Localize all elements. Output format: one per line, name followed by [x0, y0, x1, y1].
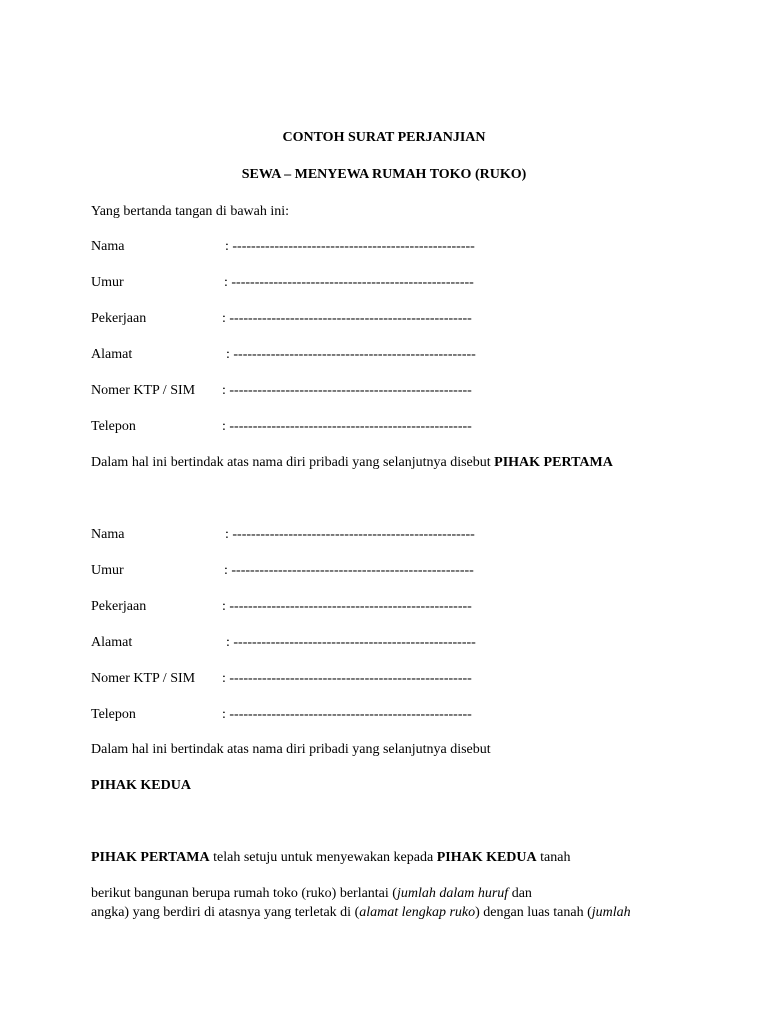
party2-field-label-age: Umur: [91, 563, 124, 578]
intro-text: Yang bertanda tangan di bawah ini:: [91, 204, 290, 219]
agreement-line-1: PIHAK PERTAMA telah setuju untuk menyewakan kepada PIHAK KEDUA tanah: [91, 850, 571, 865]
document-subtitle: SEWA – MENYEWA RUMAH TOKO (RUKO): [241, 167, 527, 182]
party1-field-label-address: Alamat: [91, 347, 133, 362]
agreement-line-2: berikut bangunan berupa rumah toko (ruko) berlantai (jumlah dalam huruf dan: [91, 886, 532, 901]
party2-field-label-address: Alamat: [91, 635, 133, 650]
party1-field-value-id: : ----------------------------------------------------: [222, 383, 472, 398]
party1-field-value-age: : ----------------------------------------------------: [224, 275, 474, 290]
party2-field-value-age: : ----------------------------------------------------: [224, 563, 474, 578]
party1-field-value-address: : ----------------------------------------------------: [226, 347, 476, 362]
party2-field-label-name: Nama: [91, 527, 125, 542]
party1-field-label-phone: Telepon: [91, 419, 136, 434]
party1-field-value-job: : ----------------------------------------------------: [222, 311, 472, 326]
document-title: CONTOH SURAT PERJANJIAN: [282, 130, 486, 145]
party2-field-label-job: Pekerjaan: [91, 599, 147, 614]
party2-label: PIHAK KEDUA: [91, 778, 191, 793]
party1-field-label-age: Umur: [91, 275, 124, 290]
party1-field-value-name: : ----------------------------------------------------: [225, 239, 475, 254]
party2-field-value-phone: : ----------------------------------------------------: [222, 707, 472, 722]
party1-label: PIHAK PERTAMA: [494, 455, 613, 470]
party1-field-label-job: Pekerjaan: [91, 311, 147, 326]
party2-field-value-name: : ----------------------------------------------------: [225, 527, 475, 542]
agreement-line-3: angka) yang berdiri di atasnya yang terletak di (alamat lengkap ruko) dengan luas tanah (jumlah: [91, 905, 631, 920]
party1-field-label-id: Nomer KTP / SIM: [91, 383, 196, 398]
party2-field-label-id: Nomer KTP / SIM: [91, 671, 196, 686]
party2-statement: Dalam hal ini bertindak atas nama diri pribadi yang selanjutnya disebut: [91, 742, 491, 757]
party2-field-label-phone: Telepon: [91, 707, 136, 722]
party1-statement: Dalam hal ini bertindak atas nama diri pribadi yang selanjutnya disebut PIHAK PERTAMA: [91, 455, 613, 470]
party2-field-value-address: : ----------------------------------------------------: [226, 635, 476, 650]
party2-field-value-id: : ----------------------------------------------------: [222, 671, 472, 686]
party1-field-label-name: Nama: [91, 239, 125, 254]
party2-field-value-job: : ----------------------------------------------------: [222, 599, 472, 614]
party1-field-value-phone: : ----------------------------------------------------: [222, 419, 472, 434]
